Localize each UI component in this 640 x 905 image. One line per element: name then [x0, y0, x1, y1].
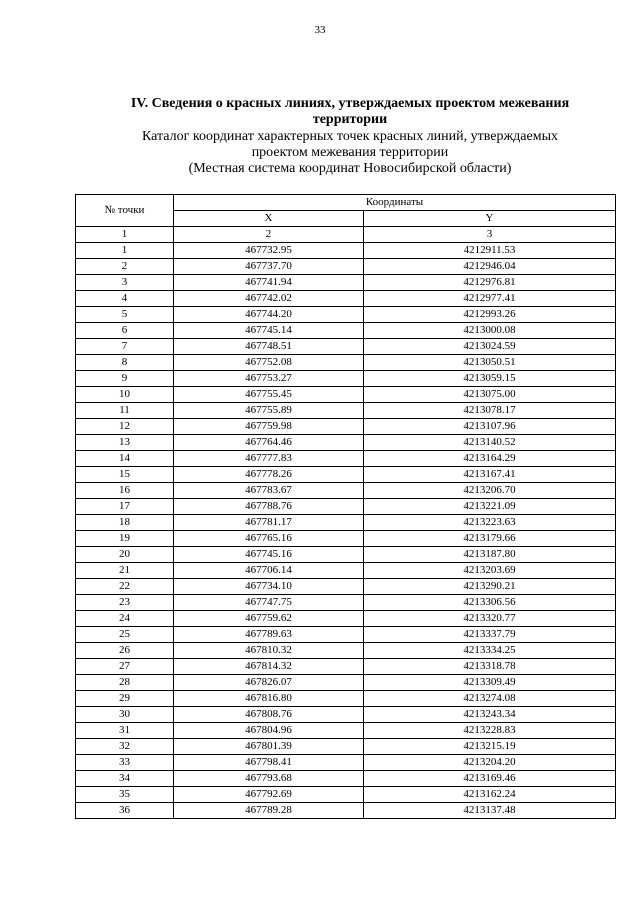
x-coordinate-cell: 467792.69 — [174, 787, 364, 803]
point-number-cell: 33 — [76, 755, 174, 771]
coordinates-table — [75, 194, 616, 819]
x-coordinate-cell: 467755.89 — [174, 403, 364, 419]
header-coordinates: Координаты — [174, 195, 616, 211]
table-row — [76, 403, 616, 419]
table-row — [76, 531, 616, 547]
x-coordinate-cell: 467789.63 — [174, 627, 364, 643]
x-coordinate-cell: 467748.51 — [174, 339, 364, 355]
point-number-cell: 36 — [76, 803, 174, 819]
x-coordinate-cell: 467752.08 — [174, 355, 364, 371]
y-coordinate-cell: 4213169.46 — [364, 771, 616, 787]
y-coordinate-cell: 4213187.80 — [364, 547, 616, 563]
x-coordinate-cell: 467789.28 — [174, 803, 364, 819]
x-coordinate-cell: 467732.95 — [174, 243, 364, 259]
header-y: Y — [364, 211, 616, 227]
y-coordinate-cell: 4212946.04 — [364, 259, 616, 275]
x-coordinate-cell: 467801.39 — [174, 739, 364, 755]
numbering-cell: 1 — [76, 227, 174, 243]
point-number-cell: 9 — [76, 371, 174, 387]
point-number-cell: 24 — [76, 611, 174, 627]
y-coordinate-cell: 4213243.34 — [364, 707, 616, 723]
table-row — [76, 371, 616, 387]
x-coordinate-cell: 467765.16 — [174, 531, 364, 547]
x-coordinate-cell: 467742.02 — [174, 291, 364, 307]
table-row — [76, 723, 616, 739]
x-coordinate-cell: 467793.68 — [174, 771, 364, 787]
point-number-cell: 31 — [76, 723, 174, 739]
point-number-cell: 13 — [76, 435, 174, 451]
point-number-cell: 30 — [76, 707, 174, 723]
point-number-cell: 28 — [76, 675, 174, 691]
y-coordinate-cell: 4213221.09 — [364, 499, 616, 515]
y-coordinate-cell: 4212976.81 — [364, 275, 616, 291]
y-coordinate-cell: 4213206.70 — [364, 483, 616, 499]
y-coordinate-cell: 4213167.41 — [364, 467, 616, 483]
x-coordinate-cell: 467826.07 — [174, 675, 364, 691]
x-coordinate-cell: 467734.10 — [174, 579, 364, 595]
table-row — [76, 547, 616, 563]
y-coordinate-cell: 4213140.52 — [364, 435, 616, 451]
table-row — [76, 515, 616, 531]
y-coordinate-cell: 4213203.69 — [364, 563, 616, 579]
table-row — [76, 419, 616, 435]
catalog-subtitle-line-2: проектом межевания территории — [251, 145, 449, 160]
table-row — [76, 595, 616, 611]
y-coordinate-cell: 4212977.41 — [364, 291, 616, 307]
table-row — [76, 755, 616, 771]
table-row — [76, 659, 616, 675]
numbering-cell: 2 — [174, 227, 364, 243]
table-row — [76, 291, 616, 307]
catalog-subtitle-line-1: Каталог координат характерных точек красных линий, утверждаемых — [142, 129, 558, 144]
y-coordinate-cell: 4213318.78 — [364, 659, 616, 675]
x-coordinate-cell: 467810.32 — [174, 643, 364, 659]
x-coordinate-cell: 467753.27 — [174, 371, 364, 387]
table-row — [76, 643, 616, 659]
section-heading — [60, 96, 640, 128]
table-row — [76, 611, 616, 627]
point-number-cell: 6 — [76, 323, 174, 339]
point-number-cell: 12 — [76, 419, 174, 435]
page-number: 33 — [314, 24, 326, 36]
x-coordinate-cell: 467755.45 — [174, 387, 364, 403]
y-coordinate-cell: 4213162.24 — [364, 787, 616, 803]
y-coordinate-cell: 4213223.63 — [364, 515, 616, 531]
point-number-cell: 18 — [76, 515, 174, 531]
point-number-cell: 16 — [76, 483, 174, 499]
y-coordinate-cell: 4213050.51 — [364, 355, 616, 371]
table-row — [76, 771, 616, 787]
table-row — [76, 307, 616, 323]
y-coordinate-cell: 4213274.08 — [364, 691, 616, 707]
section-heading-line-1: IV. Сведения о красных линиях, утверждаемых проектом межевания — [130, 96, 570, 111]
y-coordinate-cell: 4213309.49 — [364, 675, 616, 691]
point-number-cell: 5 — [76, 307, 174, 323]
y-coordinate-cell: 4213320.77 — [364, 611, 616, 627]
point-number-cell: 8 — [76, 355, 174, 371]
table-row — [76, 627, 616, 643]
table-body — [76, 243, 616, 819]
x-coordinate-cell: 467788.76 — [174, 499, 364, 515]
y-coordinate-cell: 4213179.66 — [364, 531, 616, 547]
table-row — [76, 563, 616, 579]
x-coordinate-cell: 467759.62 — [174, 611, 364, 627]
table-row — [76, 467, 616, 483]
point-number-cell: 27 — [76, 659, 174, 675]
point-number-cell: 11 — [76, 403, 174, 419]
table-row — [76, 451, 616, 467]
x-coordinate-cell: 467747.75 — [174, 595, 364, 611]
point-number-cell: 22 — [76, 579, 174, 595]
header-point-number: № точки — [76, 195, 174, 227]
point-number-cell: 20 — [76, 547, 174, 563]
table-row — [76, 739, 616, 755]
x-coordinate-cell: 467706.14 — [174, 563, 364, 579]
table-row — [76, 707, 616, 723]
table-row — [76, 387, 616, 403]
x-coordinate-cell: 467781.17 — [174, 515, 364, 531]
table-row — [76, 675, 616, 691]
x-coordinate-cell: 467745.16 — [174, 547, 364, 563]
table-row — [76, 243, 616, 259]
catalog-subtitle-line-3: (Местная система координат Новосибирской области) — [188, 161, 512, 176]
numbering-cell: 3 — [364, 227, 616, 243]
x-coordinate-cell: 467816.80 — [174, 691, 364, 707]
x-coordinate-cell: 467804.96 — [174, 723, 364, 739]
y-coordinate-cell: 4213024.59 — [364, 339, 616, 355]
y-coordinate-cell: 4213215.19 — [364, 739, 616, 755]
y-coordinate-cell: 4213334.25 — [364, 643, 616, 659]
x-coordinate-cell: 467778.26 — [174, 467, 364, 483]
point-number-cell: 7 — [76, 339, 174, 355]
y-coordinate-cell: 4213164.29 — [364, 451, 616, 467]
table-row — [76, 323, 616, 339]
point-number-cell: 4 — [76, 291, 174, 307]
point-number-cell: 21 — [76, 563, 174, 579]
point-number-cell: 34 — [76, 771, 174, 787]
point-number-cell: 35 — [76, 787, 174, 803]
point-number-cell: 19 — [76, 531, 174, 547]
table-row — [76, 339, 616, 355]
point-number-cell: 23 — [76, 595, 174, 611]
y-coordinate-cell: 4213059.15 — [364, 371, 616, 387]
table-row — [76, 803, 616, 819]
y-coordinate-cell: 4213228.83 — [364, 723, 616, 739]
table-row — [76, 355, 616, 371]
point-number-cell: 17 — [76, 499, 174, 515]
point-number-cell: 10 — [76, 387, 174, 403]
x-coordinate-cell: 467764.46 — [174, 435, 364, 451]
y-coordinate-cell: 4213137.48 — [364, 803, 616, 819]
x-coordinate-cell: 467808.76 — [174, 707, 364, 723]
x-coordinate-cell: 467798.41 — [174, 755, 364, 771]
section-heading-line-2: территории — [312, 112, 388, 127]
point-number-cell: 1 — [76, 243, 174, 259]
x-coordinate-cell: 467814.32 — [174, 659, 364, 675]
y-coordinate-cell: 4213000.08 — [364, 323, 616, 339]
table-numbering-row — [76, 227, 616, 243]
table-row — [76, 435, 616, 451]
point-number-cell: 3 — [76, 275, 174, 291]
y-coordinate-cell: 4213306.56 — [364, 595, 616, 611]
point-number-cell: 29 — [76, 691, 174, 707]
y-coordinate-cell: 4213290.21 — [364, 579, 616, 595]
table-row — [76, 275, 616, 291]
x-coordinate-cell: 467744.20 — [174, 307, 364, 323]
x-coordinate-cell: 467745.14 — [174, 323, 364, 339]
point-number-cell: 32 — [76, 739, 174, 755]
x-coordinate-cell: 467737.70 — [174, 259, 364, 275]
point-number-cell: 25 — [76, 627, 174, 643]
catalog-subtitle — [60, 129, 640, 177]
y-coordinate-cell: 4213337.79 — [364, 627, 616, 643]
point-number-cell: 2 — [76, 259, 174, 275]
table-row — [76, 499, 616, 515]
header-x: X — [174, 211, 364, 227]
table-row — [76, 259, 616, 275]
table-row — [76, 787, 616, 803]
table-row — [76, 483, 616, 499]
y-coordinate-cell: 4213075.00 — [364, 387, 616, 403]
table-row — [76, 579, 616, 595]
point-number-cell: 14 — [76, 451, 174, 467]
x-coordinate-cell: 467741.94 — [174, 275, 364, 291]
x-coordinate-cell: 467783.67 — [174, 483, 364, 499]
y-coordinate-cell: 4212911.53 — [364, 243, 616, 259]
y-coordinate-cell: 4213204.20 — [364, 755, 616, 771]
x-coordinate-cell: 467759.98 — [174, 419, 364, 435]
table-header-row — [76, 195, 616, 211]
y-coordinate-cell: 4212993.26 — [364, 307, 616, 323]
y-coordinate-cell: 4213078.17 — [364, 403, 616, 419]
x-coordinate-cell: 467777.83 — [174, 451, 364, 467]
table-row — [76, 691, 616, 707]
y-coordinate-cell: 4213107.96 — [364, 419, 616, 435]
point-number-cell: 15 — [76, 467, 174, 483]
point-number-cell: 26 — [76, 643, 174, 659]
